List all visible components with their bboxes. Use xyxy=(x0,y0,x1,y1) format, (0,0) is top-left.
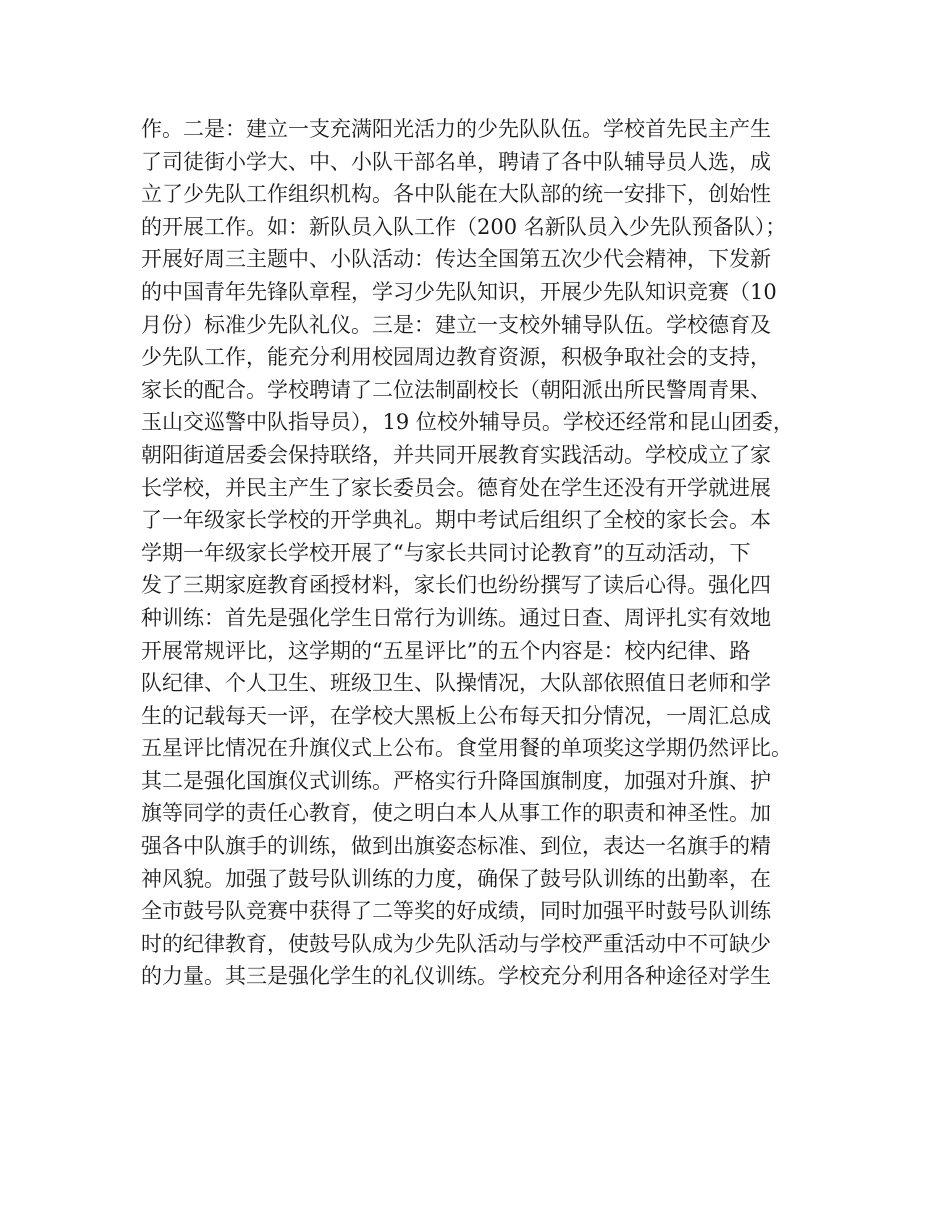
text-line: 发了三期家庭教育函授材料，家长们也纷纷撰写了读后心得。强化四 xyxy=(141,573,771,598)
text-line: 家长的配合。学校聘请了二位法制副校长（朝阳派出所民警周青果、 xyxy=(141,377,771,402)
text-line: 学期一年级家长学校开展了“与家长共同讨论教育”的互动活动，下 xyxy=(141,540,751,565)
text-line: 的力量。其三是强化学生的礼仪训练。学校充分利用各种途径对学生 xyxy=(141,964,771,989)
text-line: 其二是强化国旗仪式训练。严格实行升降国旗制度，加强对升旗、护 xyxy=(141,768,771,793)
text-line: 月份）标准少先队礼仪。三是：建立一支校外辅导队伍。学校德育及 xyxy=(141,312,771,337)
text-line: 长学校，并民主产生了家长委员会。德育处在学生还没有开学就进展 xyxy=(141,475,771,500)
text-line: 了司徒街小学大、中、小队干部名单，聘请了各中队辅导员人选，成 xyxy=(141,149,771,174)
text-line: 强各中队旗手的训练，做到出旗姿态标准、到位，表达一名旗手的精 xyxy=(141,834,771,859)
text-line: 玉山交巡警中队指导员），19 位校外辅导员。学校还经常和昆山团委， xyxy=(141,410,794,435)
text-line: 全市鼓号队竞赛中获得了二等奖的好成绩，同时加强平时鼓号队训练 xyxy=(141,899,771,924)
text-line: 五星评比情况在升旗仪式上公布。食堂用餐的单项奖这学期仍然评比。 xyxy=(141,736,792,761)
text-line: 少先队工作，能充分利用校园周边教育资源，积极争取社会的支持， xyxy=(141,345,771,370)
text-line: 了一年级家长学校的开学典礼。期中考试后组织了全校的家长会。本 xyxy=(141,508,771,533)
text-line: 神风貌。加强了鼓号队训练的力度，确保了鼓号队训练的出勤率，在 xyxy=(141,866,771,891)
text-line: 的开展工作。如：新队员入队工作（200 名新队员入少先队预备队）； xyxy=(141,214,787,239)
text-line: 朝阳街道居委会保持联络，并共同开展教育实践活动。学校成立了家 xyxy=(141,442,771,467)
text-line: 作。二是：建立一支充满阳光活力的少先队队伍。学校首先民主产生 xyxy=(141,117,771,141)
text-line: 旗等同学的责任心教育，使之明白本人从事工作的职责和神圣性。加 xyxy=(141,801,771,826)
body-text xyxy=(141,113,831,993)
text-line: 开展常规评比，这学期的“五星评比”的五个内容是：校内纪律、路 xyxy=(141,638,751,663)
text-line: 时的纪律教育，使鼓号队成为少先队活动与学校严重活动中不可缺少 xyxy=(141,931,771,956)
text-line: 立了少先队工作组织机构。各中队能在大队部的统一安排下，创始性 xyxy=(141,182,771,207)
text-line: 队纪律、个人卫生、班级卫生、队操情况，大队部依照值日老师和学 xyxy=(141,671,771,696)
text-line: 生的记载每天一评，在学校大黑板上公布每天扣分情况，一周汇总成 xyxy=(141,703,771,728)
text-line: 的中国青年先锋队章程，学习少先队知识，开展少先队知识竞赛（10 xyxy=(141,279,777,304)
text-line: 种训练：首先是强化学生日常行为训练。通过日查、周评扎实有效地 xyxy=(141,605,771,630)
text-line: 开展好周三主题中、小队活动：传达全国第五次少代会精神，下发新 xyxy=(141,247,771,272)
